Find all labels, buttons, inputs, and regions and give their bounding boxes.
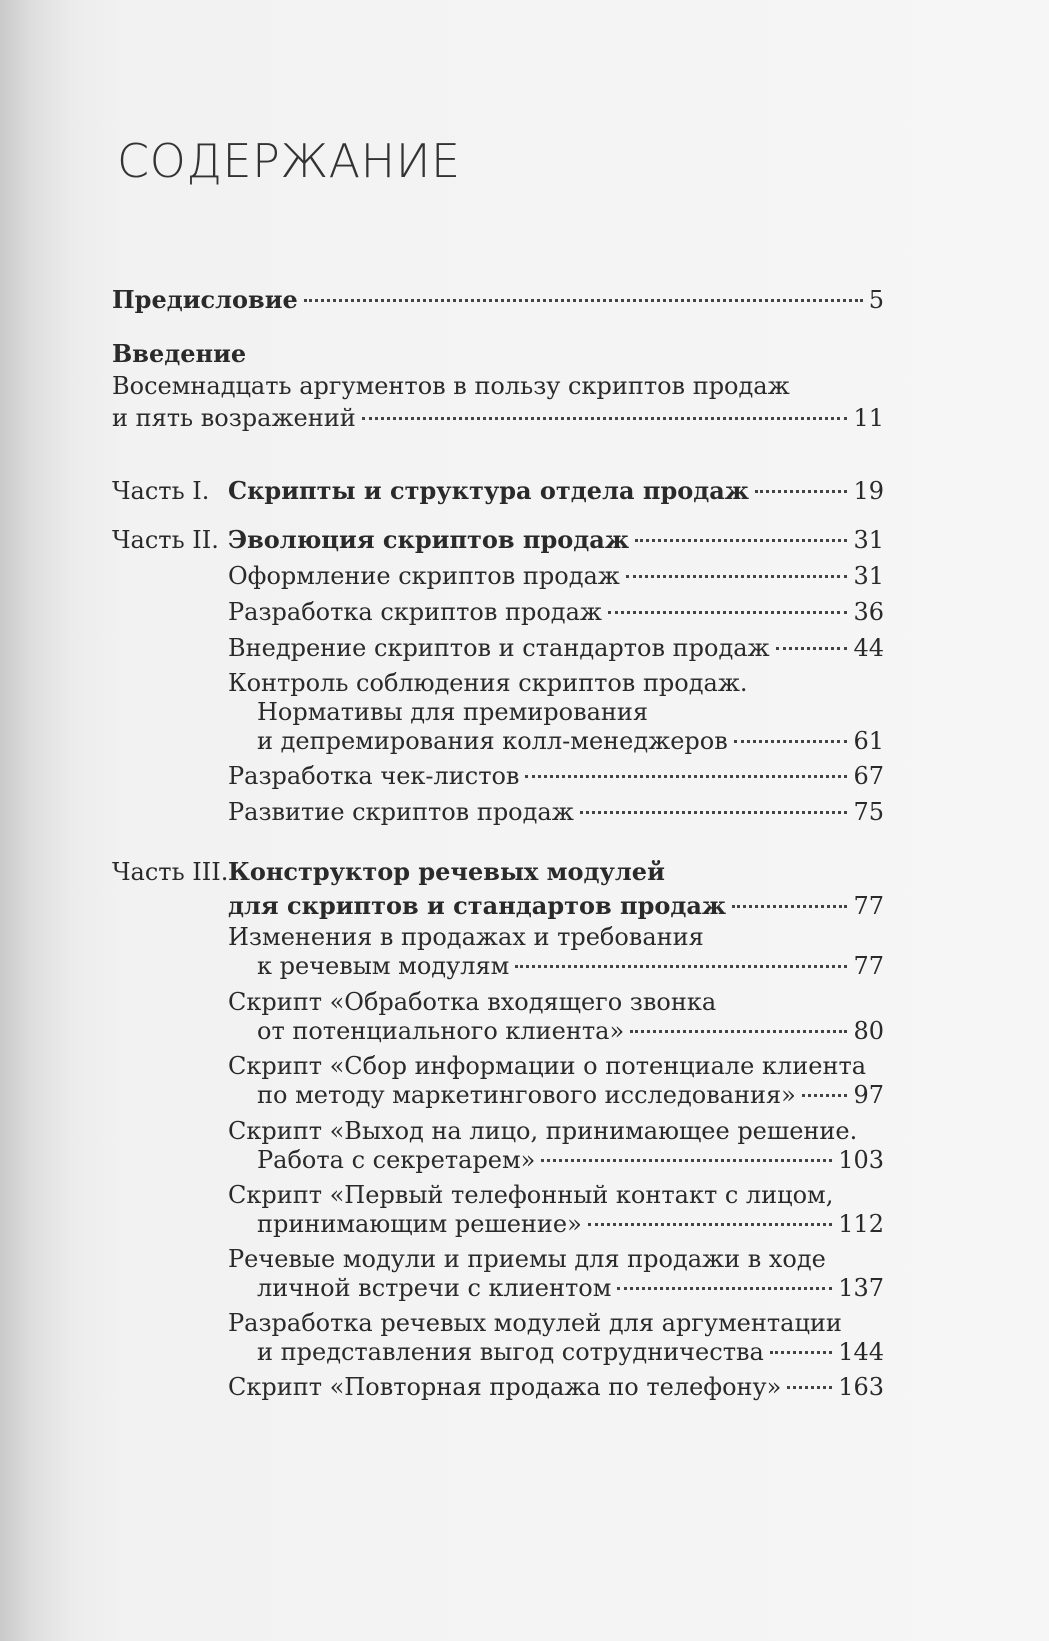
toc-entry-intro[interactable] <box>112 338 884 434</box>
page-number: 11 <box>853 404 884 432</box>
toc-subentry[interactable] <box>228 760 884 792</box>
page-number: 103 <box>838 1146 884 1174</box>
page-number: 97 <box>853 1081 884 1109</box>
entry-title-line: и пять возражений <box>112 404 356 432</box>
leader-dots <box>626 574 848 578</box>
entry-title-line: принимающим решение» <box>257 1210 582 1238</box>
leader-dots <box>802 1093 848 1097</box>
entry-title-line: к речевым модулям <box>257 952 510 980</box>
leader-dots <box>541 1158 832 1162</box>
entry-title-line: Нормативы для премирования <box>257 698 649 726</box>
leader-dots <box>588 1222 832 1226</box>
page-number: 75 <box>853 798 884 826</box>
toc-subentry[interactable] <box>228 923 884 981</box>
entry-title-line: Изменения в продажах и требования <box>228 923 704 951</box>
entry-title: Скрипты и структура отдела продаж <box>228 476 750 505</box>
page-number: 31 <box>853 526 884 554</box>
entry-title-line: Скрипт «Сбор информации о потенциале клиента <box>228 1052 867 1080</box>
entry-title-line: от потенциального клиента» <box>257 1017 625 1045</box>
entry-heading: Введение <box>112 339 247 368</box>
toc-subentry[interactable] <box>228 1309 884 1367</box>
entry-title-line: Работа с секретарем» <box>257 1146 536 1174</box>
page-number: 19 <box>853 477 884 505</box>
toc-subentry[interactable] <box>228 1181 884 1239</box>
page-number: 77 <box>853 892 884 920</box>
entry-title-line: Восемнадцать аргументов в пользу скриптов продаж <box>112 372 790 400</box>
entry-title: Эволюция скриптов продаж <box>228 525 630 554</box>
page-number: 144 <box>838 1338 884 1366</box>
entry-title-line: по методу маркетингового исследования» <box>257 1081 796 1109</box>
page-number: 137 <box>838 1274 884 1302</box>
toc-entry-preface[interactable] <box>112 284 884 316</box>
toc-entry-part2[interactable] <box>112 524 884 556</box>
page-number: 61 <box>853 727 884 755</box>
toc-subentry[interactable] <box>228 632 884 664</box>
page-number: 80 <box>853 1017 884 1045</box>
entry-title-line: Конструктор речевых модулей <box>228 857 665 886</box>
leader-dots <box>580 810 848 814</box>
leader-dots <box>776 646 848 650</box>
entry-title: Оформление скриптов продаж <box>228 562 620 590</box>
part-label: Часть III. <box>112 858 229 886</box>
toc-subentry[interactable] <box>228 1052 884 1110</box>
toc-subentry[interactable] <box>228 596 884 628</box>
entry-title-line: Скрипт «Первый телефонный контакт с лицом, <box>228 1181 834 1209</box>
entry-title: Скрипт «Повторная продажа по телефону» <box>228 1373 782 1401</box>
entry-title: Внедрение скриптов и стандартов продаж <box>228 634 770 662</box>
entry-title-line: и представления выгод сотрудничества <box>257 1338 764 1366</box>
entry-title-line: Скрипт «Обработка входящего звонка <box>228 988 717 1016</box>
part-label: Часть I. <box>112 477 210 505</box>
toc-subentry[interactable] <box>228 796 884 828</box>
page-number: 31 <box>853 562 884 590</box>
toc-subentry[interactable] <box>228 988 884 1046</box>
entry-title-line: и депремирования колл-менеджеров <box>257 727 728 755</box>
entry-title-line: для скриптов и стандартов продаж <box>228 891 727 920</box>
leader-dots <box>732 904 847 908</box>
part-label: Часть II. <box>112 526 219 554</box>
toc-subentry[interactable] <box>228 669 884 756</box>
page-number: 112 <box>838 1210 884 1238</box>
entry-title-line: Разработка речевых модулей для аргументации <box>228 1309 842 1337</box>
entry-title-line: личной встречи с клиентом <box>257 1274 612 1302</box>
leader-dots <box>525 774 847 778</box>
page-number: 67 <box>853 762 884 790</box>
leader-dots <box>608 610 847 614</box>
entry-title: Разработка скриптов продаж <box>228 598 602 626</box>
leader-dots <box>635 538 847 542</box>
leader-dots <box>362 416 848 420</box>
entry-title: Предисловие <box>112 285 298 314</box>
entry-title: Развитие скриптов продаж <box>228 798 574 826</box>
leader-dots <box>617 1286 832 1290</box>
entry-title-line: Скрипт «Выход на лицо, принимающее решение. <box>228 1117 858 1145</box>
leader-dots <box>304 298 863 302</box>
toc-subentry[interactable] <box>228 1371 884 1403</box>
entry-title-line: Речевые модули и приемы для продажи в ходе <box>228 1245 826 1273</box>
page-number: 36 <box>853 598 884 626</box>
toc-subentry[interactable] <box>228 560 884 592</box>
leader-dots <box>770 1350 832 1354</box>
leader-dots <box>734 739 848 743</box>
leader-dots <box>515 964 847 968</box>
page-number: 77 <box>853 952 884 980</box>
leader-dots <box>755 489 847 493</box>
leader-dots <box>630 1029 847 1033</box>
toc-entry-part3[interactable] <box>112 855 884 923</box>
toc-subentry[interactable] <box>228 1245 884 1303</box>
toc-subentry[interactable] <box>228 1117 884 1175</box>
page-number: 5 <box>868 286 884 314</box>
entry-title-line: Контроль соблюдения скриптов продаж. <box>228 669 748 697</box>
entry-title: Разработка чек-листов <box>228 762 520 790</box>
page-number: 163 <box>838 1373 884 1401</box>
page-title: СОДЕРЖАНИЕ <box>117 134 461 188</box>
leader-dots <box>787 1385 832 1389</box>
toc-entry-part1[interactable] <box>112 475 884 507</box>
page-number: 44 <box>853 634 884 662</box>
